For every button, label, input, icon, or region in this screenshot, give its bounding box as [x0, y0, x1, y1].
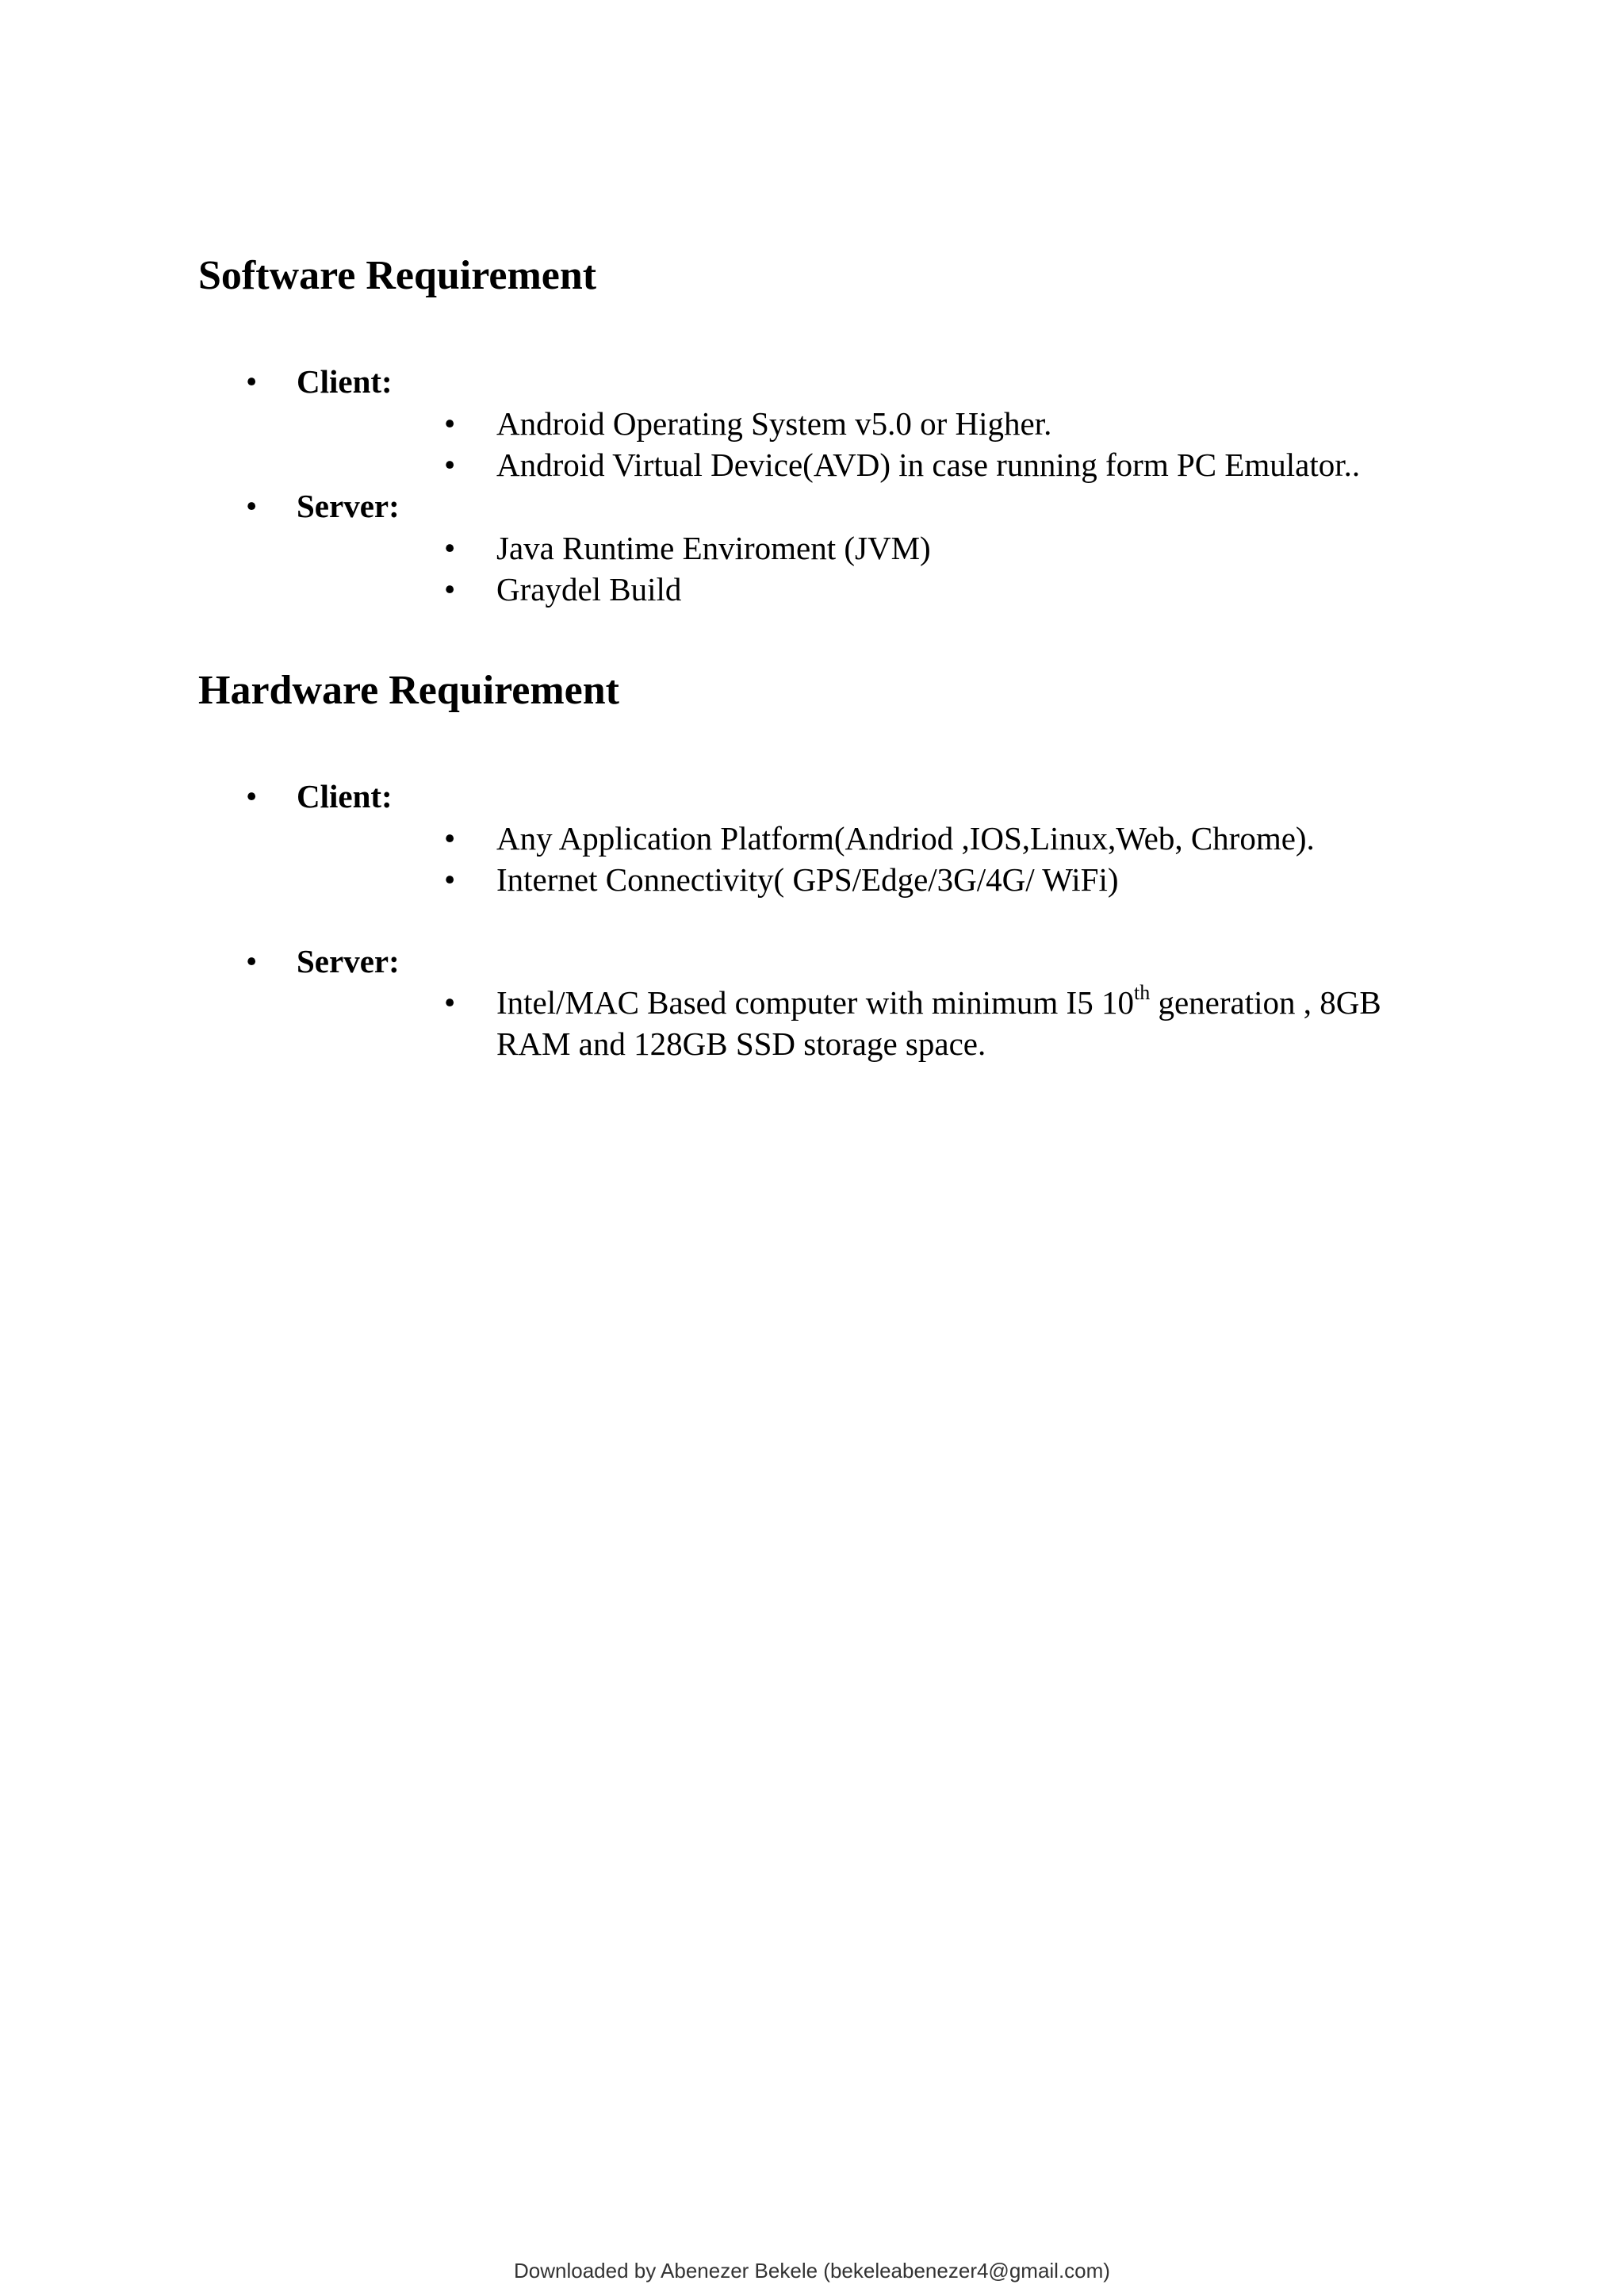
- bullet: •: [444, 820, 456, 857]
- list-item: [444, 444, 1360, 485]
- list-item-text: [496, 982, 1448, 1064]
- label-text: Client:: [297, 778, 393, 815]
- list-item: [444, 818, 1315, 859]
- list-item-text: Android Virtual Device(AVD) in case running form PC Emulator..: [496, 447, 1361, 483]
- bullet: •: [444, 530, 456, 566]
- bullet: •: [444, 447, 456, 483]
- bullet: •: [246, 488, 258, 524]
- list-item-text: Any Application Platform(Andriod ,IOS,Linux,Web, Chrome).: [496, 820, 1315, 857]
- list-item-text: Android Operating System v5.0 or Higher.: [496, 405, 1052, 442]
- download-footer: Downloaded by Abenezer Bekele (bekeleabenezer4@gmail.com): [514, 2259, 1110, 2283]
- bullet: •: [444, 571, 456, 608]
- list-item-text: Java Runtime Enviroment (JVM): [496, 530, 931, 566]
- bullet: •: [246, 778, 258, 815]
- bullet: •: [444, 405, 456, 442]
- bullet: •: [246, 363, 258, 400]
- bullet: •: [246, 943, 258, 979]
- software-server-label: [246, 490, 400, 523]
- hardware-requirement-heading: Hardware Requirement: [198, 668, 619, 713]
- list-item: [444, 403, 1051, 444]
- label-text: Client:: [297, 363, 393, 400]
- ordinal-suffix: th: [1133, 981, 1151, 1004]
- label-text: Server:: [297, 488, 400, 524]
- hardware-server-label: [246, 945, 400, 978]
- label-text: Server:: [297, 943, 400, 979]
- text-part: generation , 8GB RAM and 128GB SSD storage space.: [496, 984, 1381, 1063]
- list-item-text: Graydel Build: [496, 571, 682, 608]
- bullet: •: [444, 861, 456, 898]
- list-item: [444, 982, 1448, 1064]
- list-item: [444, 569, 681, 610]
- hardware-client-label: [246, 780, 393, 813]
- list-item: [444, 527, 931, 569]
- software-client-label: [246, 363, 393, 400]
- list-item: [444, 859, 1119, 900]
- list-item-text: Internet Connectivity( GPS/Edge/3G/4G/ WiFi): [496, 861, 1119, 898]
- bullet: •: [444, 984, 456, 1021]
- software-requirement-heading: Software Requirement: [198, 253, 597, 298]
- text-part: Intel/MAC Based computer with minimum I5 10: [496, 984, 1134, 1021]
